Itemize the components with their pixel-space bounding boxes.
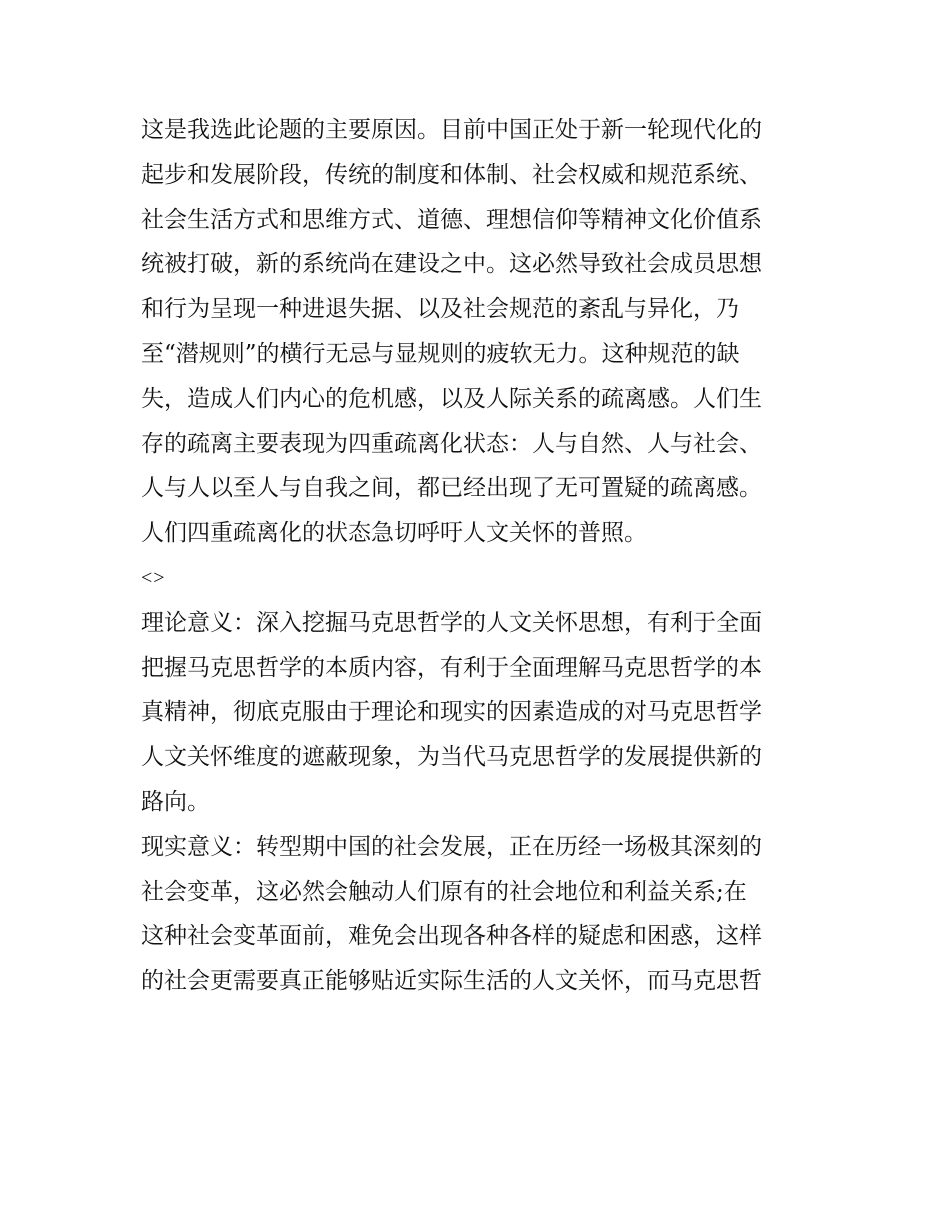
text-line: 人文关怀维度的遮蔽现象，为当代马克思哲学的发展提供新的 bbox=[141, 744, 762, 771]
text-line: 现实意义：转型期中国的社会发展，正在历经一场极其深刻的 bbox=[141, 833, 762, 860]
text-line: 真精神，彻底克服由于理论和现实的因素造成的对马克思哲学 bbox=[141, 699, 762, 726]
text-line: 和行为呈现一种进退失据、以及社会规范的紊乱与异化，乃 bbox=[141, 296, 739, 323]
text-line: 把握马克思哲学的本质内容，有利于全面理解马克思哲学的本 bbox=[141, 654, 762, 681]
text-line: 失，造成人们内心的危机感，以及人际关系的疏离感。人们生 bbox=[141, 385, 762, 412]
text-line: 理论意义：深入挖掘马克思哲学的人文关怀思想，有利于全面 bbox=[141, 609, 762, 636]
text-line: 这是我选此论题的主要原因。目前中国正处于新一轮现代化的 bbox=[141, 117, 762, 143]
text-line: 社会变革，这必然会触动人们原有的社会地位和利益关系;在 bbox=[141, 878, 747, 905]
body-text bbox=[141, 108, 821, 1004]
text-line: 存的疏离主要表现为四重疏离化状态：人与自然、人与社会、 bbox=[141, 430, 762, 457]
text-line: 这种社会变革面前，难免会出现各种各样的疑虑和困惑，这样 bbox=[141, 923, 762, 950]
text-line: 统被打破，新的系统尚在建设之中。这必然导致社会成员思想 bbox=[141, 251, 762, 278]
text-line: 社会生活方式和思维方式、道德、理想信仰等精神文化价值系 bbox=[141, 206, 762, 233]
text-line: 至“潜规则”的横行无忌与显规则的疲软无力。这种规范的缺 bbox=[141, 340, 740, 367]
text-line: 路向。 bbox=[141, 788, 210, 815]
text-line: 的社会更需要真正能够贴近实际生活的人文关怀，而马克思哲 bbox=[141, 968, 762, 995]
text-line: 人与人以至人与自我之间，都已经出现了无可置疑的疏离感。 bbox=[141, 475, 762, 502]
text-line: 起步和发展阶段，传统的制度和体制、社会权威和规范系统、 bbox=[141, 161, 762, 188]
text-line: 人们四重疏离化的状态急切呼吁人文关怀的普照。 bbox=[141, 520, 647, 547]
section-marker: <> bbox=[141, 566, 166, 589]
